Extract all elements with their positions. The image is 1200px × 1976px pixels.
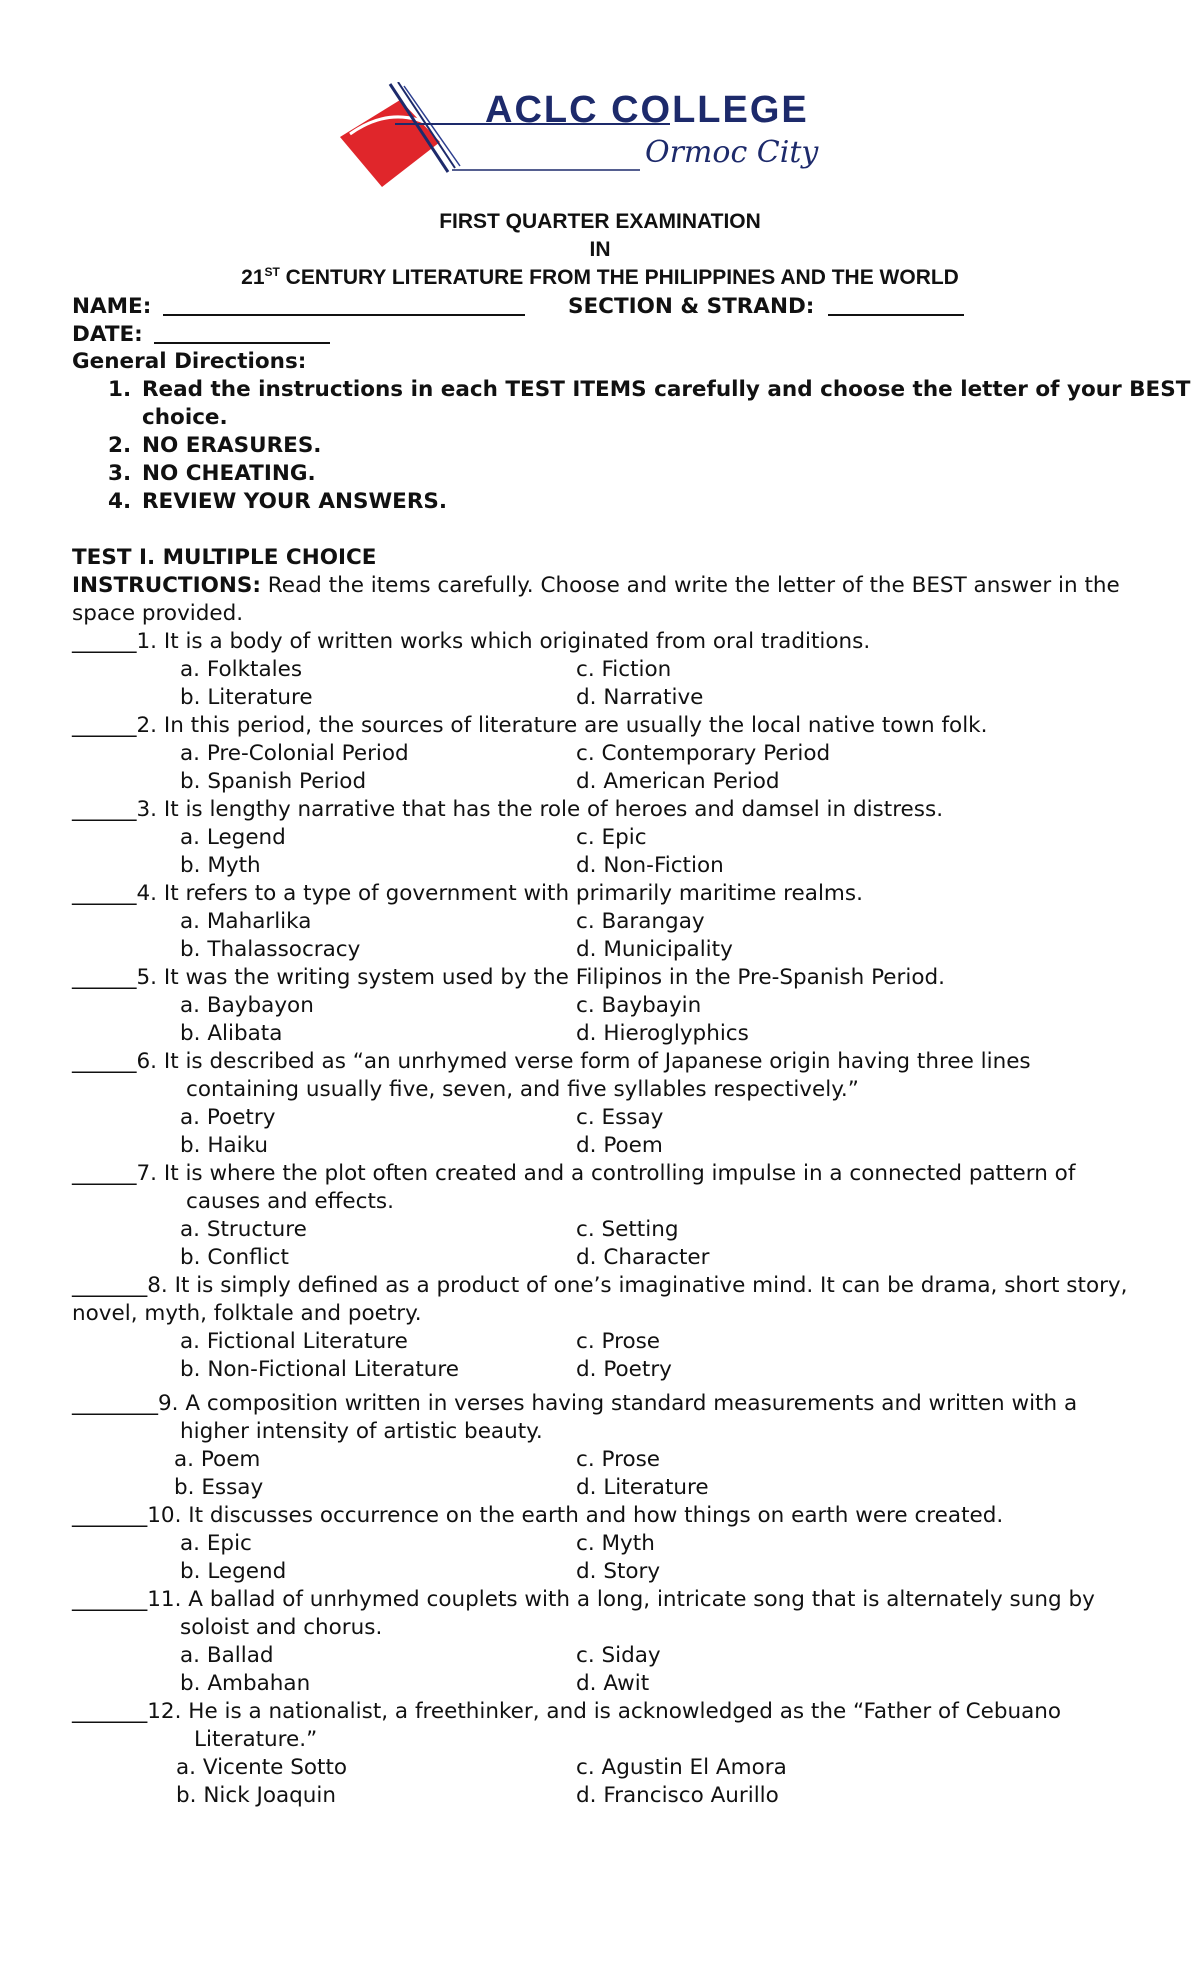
option-b: b. Thalassocracy (180, 937, 361, 962)
option-a: a. Vicente Sotto (176, 1755, 348, 1780)
option-b: b. Nick Joaquin (176, 1783, 337, 1808)
option-d: d. Francisco Aurillo (576, 1783, 779, 1808)
direction-num: 3. (108, 461, 132, 486)
option-c: c. Prose (576, 1329, 661, 1354)
direction-item: NO ERASURES. (142, 433, 322, 458)
question-stem: _______11. A ballad of unrhymed couplets with a long, intricate song that is alternately sung by (72, 1587, 1095, 1612)
direction-item: REVIEW YOUR ANSWERS. (142, 489, 448, 514)
option-b: b. Non-Fictional Literature (180, 1357, 459, 1382)
option-d: d. Character (576, 1245, 710, 1270)
answer-blank[interactable]: _______ (72, 1503, 148, 1528)
answer-blank[interactable]: ________ (72, 1391, 158, 1416)
direction-item: NO CHEATING. (142, 461, 316, 486)
option-c: c. Fiction (576, 657, 672, 682)
name-field[interactable] (72, 292, 525, 321)
logo-emblem-icon (340, 82, 880, 202)
option-a: a. Ballad (180, 1643, 274, 1668)
option-b: b. Legend (180, 1559, 287, 1584)
answer-blank[interactable]: ______ (72, 629, 137, 654)
option-d: d. Poem (576, 1133, 663, 1158)
option-a: a. Fictional Literature (180, 1329, 408, 1354)
section-label: SECTION & STRAND: (568, 294, 815, 319)
test-instructions-cont: space provided. (72, 601, 244, 626)
option-d: d. Narrative (576, 685, 704, 710)
option-a: a. Poetry (180, 1105, 276, 1130)
question-stem: ________9. A composition written in verses having standard measurements and written with a (72, 1391, 1078, 1416)
question-stem-cont: soloist and chorus. (180, 1615, 383, 1640)
option-c: c. Barangay (576, 909, 705, 934)
option-d: d. Poetry (576, 1357, 672, 1382)
option-a: a. Poem (174, 1447, 261, 1472)
question-stem: _______8. It is simply defined as a product of one’s imaginative mind. It can be drama, short story, (72, 1273, 1128, 1298)
option-d: d. Municipality (576, 937, 733, 962)
question-stem: _______10. It discusses occurrence on the earth and how things on earth were created. (72, 1503, 1004, 1528)
option-c: c. Prose (576, 1447, 661, 1472)
option-d: d. Literature (576, 1475, 709, 1500)
question-stem-cont: novel, myth, folktale and poetry. (72, 1301, 422, 1326)
test-title: TEST I. MULTIPLE CHOICE (72, 545, 377, 570)
option-b: b. Alibata (180, 1021, 283, 1046)
logo-name: ACLC COLLEGE (485, 89, 809, 131)
option-c: c. Agustin El Amora (576, 1755, 787, 1780)
question-stem-cont: causes and effects. (186, 1189, 394, 1214)
question-stem: _______12. He is a nationalist, a freethinker, and is acknowledged as the “Father of Cebuano (72, 1699, 1062, 1724)
answer-blank[interactable]: _______ (72, 1273, 148, 1298)
option-a: a. Epic (180, 1531, 252, 1556)
option-c: c. Contemporary Period (576, 741, 831, 766)
option-d: d. American Period (576, 769, 780, 794)
option-b: b. Ambahan (180, 1671, 311, 1696)
question-stem: ______6. It is described as “an unrhymed verse form of Japanese origin having three lines (72, 1049, 1031, 1074)
question-stem-cont: Literature.” (194, 1727, 318, 1752)
option-b: b. Haiku (180, 1133, 269, 1158)
direction-num: 1. (108, 377, 132, 402)
option-d: d. Awit (576, 1671, 650, 1696)
option-d: d. Hieroglyphics (576, 1021, 749, 1046)
exam-subject: 21ST CENTURY LITERATURE FROM THE PHILIPPINES AND THE WORLD (241, 265, 959, 289)
logo-location: Ormoc City (645, 135, 819, 170)
date-input-line[interactable] (154, 320, 330, 344)
question-stem: ______1. It is a body of written works which originated from oral traditions. (72, 629, 871, 654)
answer-blank[interactable]: ______ (72, 965, 137, 990)
directions-title: General Directions: (72, 349, 307, 374)
option-d: d. Story (576, 1559, 661, 1584)
date-label: DATE: (72, 322, 143, 347)
question-stem: ______5. It was the writing system used by the Filipinos in the Pre-Spanish Period. (72, 965, 945, 990)
answer-blank[interactable]: ______ (72, 797, 137, 822)
exam-title-in: IN (589, 238, 611, 261)
date-field[interactable] (72, 320, 330, 349)
option-b: b. Conflict (180, 1245, 289, 1270)
name-input-line[interactable] (163, 292, 525, 316)
question-stem-cont: containing usually five, seven, and five syllables respectively.” (186, 1077, 859, 1102)
test-instructions: INSTRUCTIONS: Read the items carefully. Choose and write the letter of the BEST answer in the (72, 573, 1120, 598)
question-stem: ______2. In this period, the sources of literature are usually the local native town folk. (72, 713, 988, 738)
exam-title: FIRST QUARTER EXAMINATION (439, 210, 761, 233)
option-b: b. Myth (180, 853, 261, 878)
question-stem-cont: higher intensity of artistic beauty. (180, 1419, 543, 1444)
option-c: c. Setting (576, 1217, 679, 1242)
option-a: a. Baybayon (180, 993, 314, 1018)
option-a: a. Folktales (180, 657, 303, 682)
option-b: b. Literature (180, 685, 313, 710)
direction-num: 2. (108, 433, 132, 458)
section-field[interactable] (568, 292, 964, 321)
question-stem: ______4. It refers to a type of government with primarily maritime realms. (72, 881, 863, 906)
option-a: a. Structure (180, 1217, 307, 1242)
college-logo (340, 82, 880, 202)
section-input-line[interactable] (828, 292, 964, 316)
option-a: a. Legend (180, 825, 286, 850)
answer-blank[interactable]: ______ (72, 1049, 137, 1074)
option-a: a. Pre-Colonial Period (180, 741, 409, 766)
question-stem: ______7. It is where the plot often created and a controlling impulse in a connected pattern of (72, 1161, 1076, 1186)
direction-item: Read the instructions in each TEST ITEMS carefully and choose the letter of your BEST (142, 377, 1191, 402)
option-c: c. Myth (576, 1531, 655, 1556)
name-label: NAME: (72, 294, 152, 319)
answer-blank[interactable]: _______ (72, 1587, 148, 1612)
option-c: c. Siday (576, 1643, 661, 1668)
option-a: a. Maharlika (180, 909, 312, 934)
direction-item-cont: choice. (142, 405, 228, 430)
question-stem: ______3. It is lengthy narrative that has the role of heroes and damsel in distress. (72, 797, 944, 822)
option-c: c. Essay (576, 1105, 664, 1130)
option-c: c. Baybayin (576, 993, 702, 1018)
answer-blank[interactable]: ______ (72, 881, 137, 906)
option-b: b. Spanish Period (180, 769, 367, 794)
option-d: d. Non-Fiction (576, 853, 724, 878)
answer-blank[interactable]: _______ (72, 1699, 148, 1724)
answer-blank[interactable]: ______ (72, 1161, 137, 1186)
option-b: b. Essay (174, 1475, 264, 1500)
option-c: c. Epic (576, 825, 647, 850)
direction-num: 4. (108, 489, 132, 514)
answer-blank[interactable]: ______ (72, 713, 137, 738)
